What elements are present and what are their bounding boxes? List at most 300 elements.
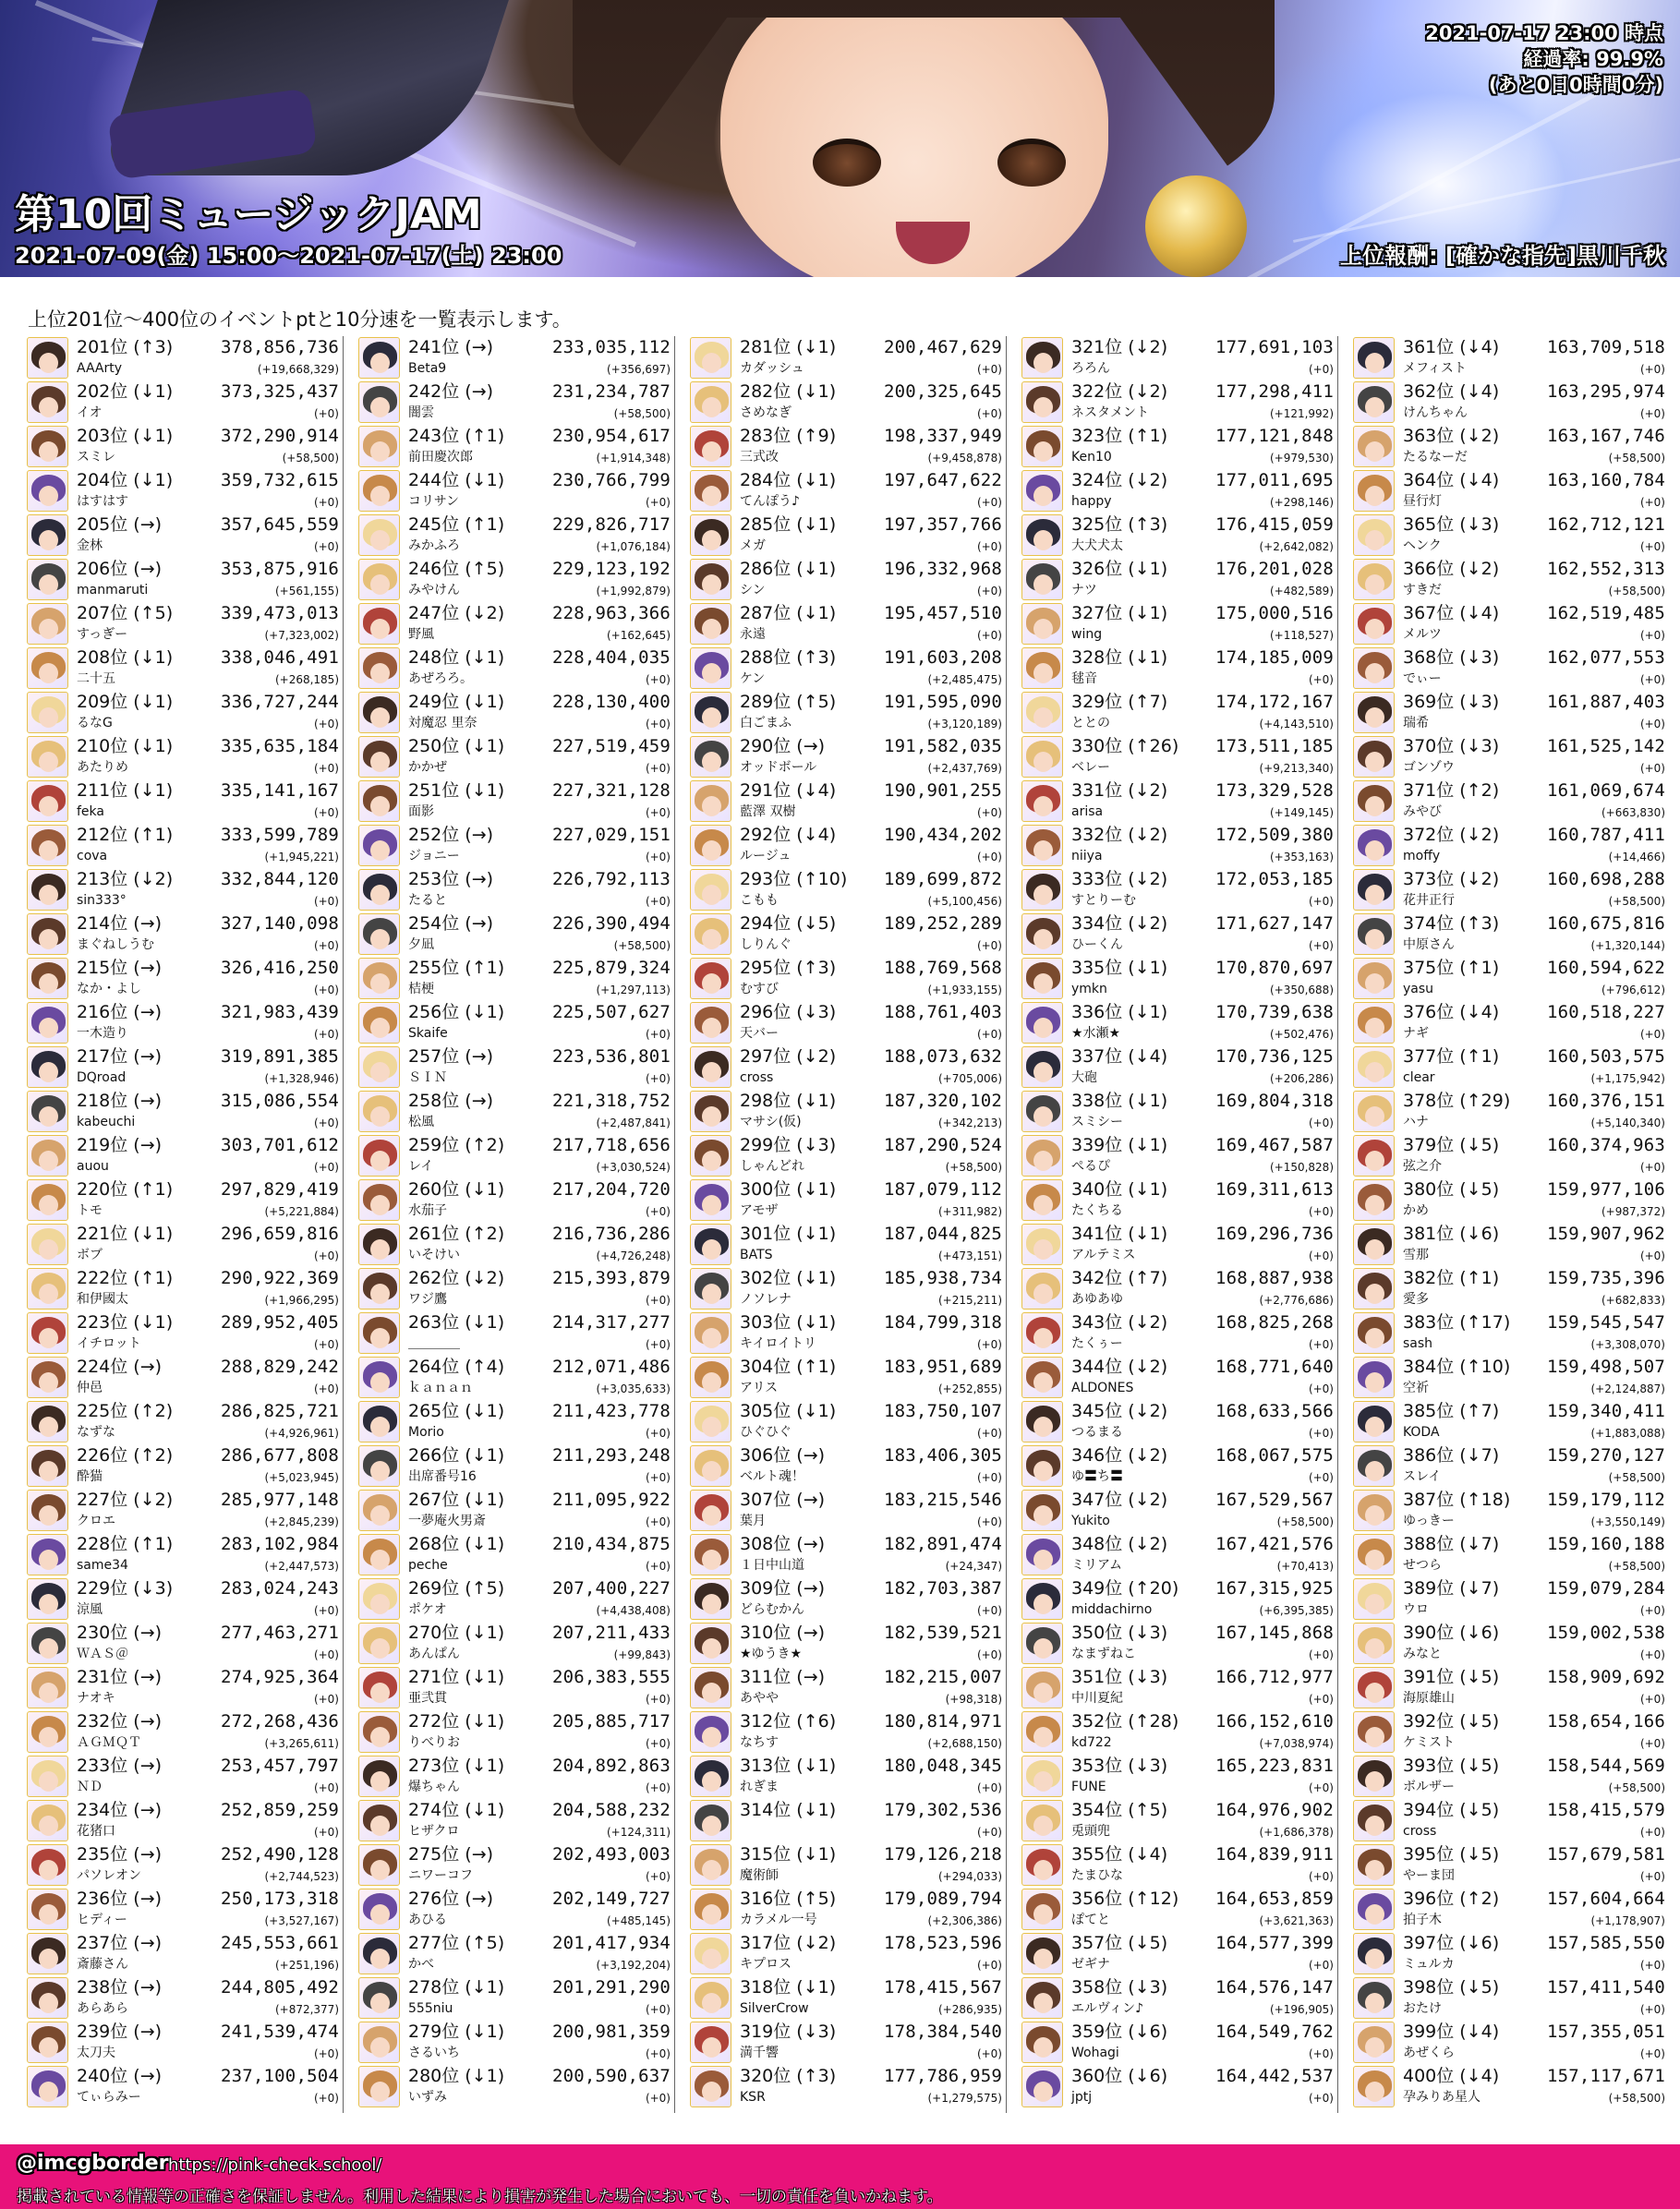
rank-label: 227位 (↓2) (77, 1490, 174, 1510)
event-points: 289,952,405 (220, 1312, 339, 1333)
event-points: 168,067,575 (1215, 1445, 1334, 1466)
player-name: ベレー (1071, 760, 1110, 775)
rank-label: 290位 (→) (740, 736, 826, 756)
event-points: 288,829,242 (220, 1357, 339, 1377)
event-points: 174,185,009 (1215, 647, 1334, 668)
player-name: レイ (408, 1159, 434, 1174)
player-name: KODA (1403, 1425, 1440, 1440)
idol-portrait-icon (358, 869, 400, 911)
player-name: ゼギナ (1071, 1957, 1110, 1972)
player-name: 弦之介 (1403, 1159, 1442, 1174)
ten-minute-speed: (+7,323,002) (264, 629, 339, 642)
ten-minute-speed: (+0) (313, 1604, 339, 1617)
event-points: 160,698,288 (1546, 869, 1665, 889)
event-points: 210,434,875 (551, 1534, 671, 1554)
idol-portrait-icon (27, 1756, 68, 1797)
ranking-row (358, 735, 671, 779)
event-points: 173,329,528 (1215, 780, 1334, 801)
ranking-row (27, 779, 339, 824)
rank-label: 348位 (↓2) (1071, 1534, 1168, 1554)
player-name: ノソレナ (740, 1292, 792, 1307)
ranking-row (1353, 735, 1665, 779)
player-name: たくちる (1071, 1203, 1123, 1218)
idol-portrait-icon (27, 514, 68, 556)
player-name: なまずねこ (1071, 1647, 1136, 1661)
player-name: 藍澤 双樹 (740, 804, 796, 819)
rank-label: 292位 (↓4) (740, 825, 837, 845)
rank-label: 307位 (→) (740, 1490, 826, 1510)
rank-label: 216位 (→) (77, 1002, 163, 1022)
idol-portrait-icon (690, 559, 731, 600)
ten-minute-speed: (+0) (645, 1471, 671, 1484)
idol-portrait-icon (27, 1091, 68, 1132)
player-name: カダッシュ (740, 361, 804, 376)
ranking-row (27, 380, 339, 425)
ten-minute-speed: (+0) (1308, 1959, 1334, 1972)
idol-portrait-icon (1353, 736, 1395, 778)
site-link[interactable]: https://pink-check.school/ (168, 2155, 382, 2175)
idol-portrait-icon (27, 1800, 68, 1841)
status-box (1425, 20, 1663, 98)
rank-label: 272位 (↓1) (408, 1711, 505, 1732)
rank-label: 286位 (↓1) (740, 559, 837, 579)
ranking-row (1353, 646, 1665, 691)
rank-label: 330位 (↑26) (1071, 736, 1179, 756)
ten-minute-speed: (+124,311) (606, 1826, 671, 1839)
event-points: 182,891,474 (883, 1534, 1002, 1554)
ranking-column (690, 336, 1004, 2113)
event-points: 338,046,491 (220, 647, 339, 668)
ten-minute-speed: (+1,320,144) (1590, 939, 1665, 952)
idol-portrait-icon (27, 1534, 68, 1575)
player-name: むすび (740, 982, 779, 996)
rank-label: 242位 (→) (408, 381, 494, 402)
idol-portrait-icon (1353, 1534, 1395, 1575)
player-name: 毬音 (1071, 671, 1097, 686)
player-name: ＷＡＳ＠ (77, 1647, 128, 1661)
player-name: ルージュ (740, 849, 792, 863)
top-reward: 上位報酬: [確かな指先]黒川千秋 (1340, 243, 1665, 269)
ten-minute-speed: (+0) (645, 1737, 671, 1750)
ranking-row (1353, 1134, 1665, 1178)
rank-label: 212位 (↑1) (77, 825, 174, 845)
idol-portrait-icon (27, 1889, 68, 1930)
event-points: 332,844,120 (220, 869, 339, 889)
rank-label: 245位 (↑1) (408, 514, 505, 535)
player-name: けんちゃん (1403, 405, 1468, 420)
idol-portrait-icon (1353, 1224, 1395, 1265)
idol-portrait-icon (27, 1135, 68, 1177)
player-name: ワジ鷹 (408, 1292, 447, 1307)
rank-label: 285位 (↓1) (740, 514, 837, 535)
column-divider (343, 336, 344, 2113)
event-points: 178,523,596 (883, 1933, 1002, 1953)
event-points: 162,552,313 (1546, 559, 1665, 579)
rank-label: 331位 (↓2) (1071, 780, 1168, 801)
idol-portrait-icon (358, 780, 400, 822)
ranking-row (1021, 1755, 1334, 1799)
idol-portrait-icon (27, 1667, 68, 1708)
event-points: 359,732,615 (220, 470, 339, 490)
event-points: 160,675,816 (1546, 913, 1665, 934)
player-name: 闇雲 (408, 405, 434, 420)
event-points: 187,079,112 (883, 1179, 1002, 1200)
rank-label: 281位 (↓1) (740, 337, 837, 357)
player-name: ナオキ (77, 1691, 115, 1706)
ranking-row (690, 2065, 1002, 2109)
player-name: 満千響 (740, 2046, 779, 2060)
player-name: どらむかん (740, 1602, 804, 1617)
player-name: 大犬犬太 (1071, 538, 1123, 553)
ten-minute-speed: (+0) (976, 363, 1002, 376)
idol-portrait-icon (1021, 825, 1063, 866)
ranking-row (358, 957, 671, 1001)
event-points: 201,417,934 (551, 1933, 671, 1953)
ranking-row (27, 558, 339, 602)
player-name: みやけん (408, 583, 460, 598)
ranking-row (27, 1489, 339, 1533)
idol-portrait-icon (27, 1623, 68, 1664)
player-name: かめ (1403, 1203, 1429, 1218)
rank-label: 389位 (↓7) (1403, 1578, 1500, 1599)
rank-label: 345位 (↓2) (1071, 1401, 1168, 1421)
ranking-row (27, 1533, 339, 1577)
ranking-row (358, 1001, 671, 1045)
ten-minute-speed: (+9,458,878) (927, 452, 1002, 465)
event-points: 217,204,720 (551, 1179, 671, 1200)
player-name: アルテミス (1071, 1248, 1136, 1262)
ranking-row (690, 957, 1002, 1001)
ten-minute-speed: (+356,697) (606, 363, 671, 376)
event-points: 227,519,459 (551, 736, 671, 756)
player-name: あぜくら (1403, 2046, 1455, 2060)
rank-label: 289位 (↑5) (740, 692, 837, 712)
idol-portrait-icon (27, 1578, 68, 1620)
ranking-row (1021, 1090, 1334, 1134)
idol-portrait-icon (27, 1711, 68, 1753)
ten-minute-speed: (+0) (1639, 2047, 1665, 2060)
rank-label: 305位 (↓1) (740, 1401, 837, 1421)
ranking-row (690, 824, 1002, 868)
idol-portrait-icon (690, 825, 731, 866)
event-points: 229,123,192 (551, 559, 671, 579)
event-points: 272,268,436 (220, 1711, 339, 1732)
ranking-row (1021, 1843, 1334, 1888)
idol-portrait-icon (27, 1268, 68, 1310)
idol-portrait-icon (27, 1224, 68, 1265)
ten-minute-speed: (+0) (313, 1382, 339, 1395)
ten-minute-speed: (+561,155) (274, 585, 339, 598)
ten-minute-speed: (+0) (1639, 1249, 1665, 1262)
player-name: さめなぎ (740, 405, 792, 420)
player-name: moffy (1403, 849, 1441, 863)
ten-minute-speed: (+0) (313, 1338, 339, 1351)
rank-label: 218位 (→) (77, 1091, 163, 1111)
ranking-row (690, 1356, 1002, 1400)
player-name: 水茄子 (408, 1203, 447, 1218)
idol-portrait-icon (690, 1667, 731, 1708)
idol-portrait-icon (358, 736, 400, 778)
ranking-row (1021, 1666, 1334, 1710)
player-name: はすはす (77, 494, 128, 509)
player-name: Beta9 (408, 361, 447, 376)
player-name: ヒディー (77, 1913, 127, 1927)
idol-portrait-icon (690, 337, 731, 379)
rank-label: 288位 (↑3) (740, 647, 837, 668)
rank-label: 392位 (↓5) (1403, 1711, 1500, 1732)
event-points: 335,635,184 (220, 736, 339, 756)
ten-minute-speed: (+3,192,204) (596, 1959, 671, 1972)
player-name: キプロス (740, 1957, 792, 1972)
ranking-row (1021, 1888, 1334, 1932)
event-points: 162,077,553 (1546, 647, 1665, 668)
player-name: ととの (1071, 716, 1110, 730)
ten-minute-speed: (+663,830) (1601, 806, 1665, 819)
rank-label: 371位 (↑2) (1403, 780, 1500, 801)
player-name: あひる (408, 1913, 447, 1927)
event-points: 182,703,387 (883, 1578, 1002, 1599)
rank-label: 381位 (↓6) (1403, 1224, 1500, 1244)
idol-portrait-icon (358, 337, 400, 379)
ranking-row (690, 602, 1002, 646)
rank-label: 224位 (→) (77, 1357, 163, 1377)
ten-minute-speed: (+3,265,611) (264, 1737, 339, 1750)
ranking-row (1021, 1976, 1334, 2021)
ten-minute-speed: (+2,485,475) (927, 673, 1002, 686)
ten-minute-speed: (+251,196) (274, 1959, 339, 1972)
idol-portrait-icon (358, 1889, 400, 1930)
rank-label: 328位 (↓1) (1071, 647, 1168, 668)
idol-portrait-icon (690, 1445, 731, 1487)
ten-minute-speed: (+0) (1639, 363, 1665, 376)
event-points: 173,511,185 (1215, 736, 1334, 756)
rank-label: 300位 (↓1) (740, 1179, 837, 1200)
rank-label: 255位 (↑1) (408, 958, 505, 978)
ten-minute-speed: (+1,914,348) (596, 452, 671, 465)
idol-portrait-icon (1353, 1667, 1395, 1708)
idol-portrait-icon (1021, 913, 1063, 955)
rank-label: 215位 (→) (77, 958, 163, 978)
player-name: ハナ (1403, 1115, 1429, 1129)
rank-label: 284位 (↓1) (740, 470, 837, 490)
ranking-row (1021, 646, 1334, 691)
idol-portrait-icon (1353, 1889, 1395, 1930)
idol-portrait-icon (1021, 514, 1063, 556)
ranking-row (1021, 336, 1334, 380)
ranking-row (1353, 1223, 1665, 1267)
player-name: ymkn (1071, 982, 1107, 996)
event-points: 177,691,103 (1215, 337, 1334, 357)
ten-minute-speed: (+252,855) (937, 1382, 1002, 1395)
column-divider (1337, 336, 1338, 2113)
ranking-row (358, 779, 671, 824)
ten-minute-speed: (+0) (976, 585, 1002, 598)
idol-portrait-icon (1353, 381, 1395, 423)
event-points: 174,172,167 (1215, 692, 1334, 712)
ranking-row (1353, 824, 1665, 868)
rank-label: 264位 (↑4) (408, 1357, 505, 1377)
event-points: 183,750,107 (883, 1401, 1002, 1421)
rank-label: 283位 (↑9) (740, 426, 837, 446)
ten-minute-speed: (+0) (1308, 2092, 1334, 2105)
rank-label: 375位 (↑1) (1403, 958, 1500, 978)
rank-label: 279位 (↓1) (408, 2022, 505, 2042)
ranking-row (1021, 2065, 1334, 2109)
rank-label: 225位 (↑2) (77, 1401, 174, 1421)
ten-minute-speed: (+0) (1308, 895, 1334, 908)
player-name: ろろん (1071, 361, 1110, 376)
idol-portrait-icon (690, 1800, 731, 1841)
ten-minute-speed: (+350,688) (1269, 984, 1334, 996)
player-name: kd722 (1071, 1735, 1112, 1750)
player-name: すきだ (1403, 583, 1442, 598)
ranking-row (690, 1400, 1002, 1444)
twitter-handle[interactable]: @imcgborder (17, 2152, 169, 2175)
event-points: 202,493,003 (551, 1844, 671, 1865)
ranking-row (27, 1710, 339, 1755)
rank-label: 363位 (↓2) (1403, 426, 1500, 446)
idol-portrait-icon (1353, 1490, 1395, 1531)
ten-minute-speed: (+0) (1308, 1382, 1334, 1395)
ten-minute-speed: (+0) (313, 939, 339, 952)
player-name: 魔術師 (740, 1868, 779, 1883)
idol-portrait-icon (690, 1401, 731, 1442)
ranking-row (27, 1755, 339, 1799)
rank-label: 228位 (↑1) (77, 1534, 174, 1554)
rank-label: 256位 (↓1) (408, 1002, 505, 1022)
player-name: BATS (740, 1248, 773, 1262)
player-name: てぃらみー (77, 2090, 141, 2105)
event-points: 285,977,148 (220, 1490, 339, 1510)
rank-label: 344位 (↓2) (1071, 1357, 1168, 1377)
player-name: トモ (77, 1203, 103, 1218)
event-points: 162,519,485 (1546, 603, 1665, 623)
event-points: 176,201,028 (1215, 559, 1334, 579)
event-points: 233,035,112 (551, 337, 671, 357)
ranking-row (690, 1090, 1002, 1134)
ten-minute-speed: (+9,213,340) (1259, 762, 1334, 775)
player-name: Skaife (408, 1026, 448, 1041)
ranking-row (27, 1134, 339, 1178)
ranking-row (358, 1888, 671, 1932)
ten-minute-speed: (+0) (645, 2003, 671, 2016)
ranking-row (690, 1444, 1002, 1489)
event-points: 183,951,689 (883, 1357, 1002, 1377)
rank-label: 265位 (↓1) (408, 1401, 505, 1421)
idol-portrait-icon (1021, 1445, 1063, 1487)
ranking-row (690, 1843, 1002, 1888)
event-points: 274,925,364 (220, 1667, 339, 1687)
rank-label: 274位 (↓1) (408, 1800, 505, 1820)
ten-minute-speed: (+0) (1639, 1959, 1665, 1972)
rank-label: 250位 (↓1) (408, 736, 505, 756)
player-name: かかぜ (408, 760, 447, 775)
ranking-row (1353, 1400, 1665, 1444)
player-name: ｋａｎａｎ (408, 1381, 473, 1395)
player-name: 和伊國太 (77, 1292, 128, 1307)
player-name: すっぎー (77, 627, 128, 642)
ten-minute-speed: (+2,447,573) (264, 1560, 339, 1573)
idol-portrait-icon (1353, 514, 1395, 556)
ten-minute-speed: (+0) (976, 629, 1002, 642)
ten-minute-speed: (+58,500) (1608, 1781, 1665, 1794)
ranking-row (358, 1932, 671, 1976)
ten-minute-speed: (+0) (313, 1826, 339, 1839)
ranking-row (1021, 1622, 1334, 1666)
ten-minute-speed: (+0) (976, 1826, 1002, 1839)
ten-minute-speed: (+0) (1639, 1870, 1665, 1883)
idol-portrait-icon (1353, 2066, 1395, 2107)
idol-portrait-icon (1353, 1445, 1395, 1487)
ten-minute-speed: (+0) (313, 540, 339, 553)
ten-minute-speed: (+58,500) (1608, 2092, 1665, 2105)
idol-portrait-icon (1353, 958, 1395, 999)
ranking-row (690, 425, 1002, 469)
event-title: 第10回ミュージックJAM (15, 191, 482, 238)
event-points: 164,976,902 (1215, 1800, 1334, 1820)
ranking-row (690, 336, 1002, 380)
ten-minute-speed: (+2,124,887) (1590, 1382, 1665, 1395)
rank-label: 357位 (↓5) (1071, 1933, 1168, 1953)
idol-portrait-icon (1353, 869, 1395, 911)
ten-minute-speed: (+2,642,082) (1259, 540, 1334, 553)
player-name: あたりめ (77, 760, 128, 775)
player-name: スミシー (1071, 1115, 1123, 1129)
ten-minute-speed: (+162,645) (606, 629, 671, 642)
idol-portrait-icon (27, 780, 68, 822)
event-points: 169,804,318 (1215, 1091, 1334, 1111)
event-points: 177,121,848 (1215, 426, 1334, 446)
ten-minute-speed: (+0) (1308, 1648, 1334, 1661)
ranking-row (1353, 779, 1665, 824)
idol-portrait-icon (1021, 1224, 1063, 1265)
rank-label: 303位 (↓1) (740, 1312, 837, 1333)
rank-label: 253位 (→) (408, 869, 494, 889)
player-name: 愛多 (1403, 1292, 1429, 1307)
rank-label: 237位 (→) (77, 1933, 163, 1953)
ranking-row (27, 1356, 339, 1400)
ranking-row (1021, 1577, 1334, 1622)
ranking-row (27, 1045, 339, 1090)
idol-portrait-icon (358, 514, 400, 556)
ranking-row (690, 469, 1002, 513)
idol-portrait-icon (27, 1490, 68, 1531)
footer (0, 2144, 1680, 2209)
rank-label: 213位 (↓2) (77, 869, 174, 889)
ranking-row (27, 1577, 339, 1622)
event-points: 176,415,059 (1215, 514, 1334, 535)
player-name: sin333° (77, 893, 127, 908)
event-points: 167,529,567 (1215, 1490, 1334, 1510)
rank-label: 366位 (↓2) (1403, 559, 1500, 579)
event-points: 245,553,661 (220, 1933, 339, 1953)
event-points: 229,826,717 (551, 514, 671, 535)
event-points: 214,317,277 (551, 1312, 671, 1333)
ranking-row (358, 1710, 671, 1755)
ten-minute-speed: (+0) (313, 762, 339, 775)
player-name: 永遠 (740, 627, 766, 642)
ten-minute-speed: (+4,926,961) (264, 1427, 339, 1440)
rank-label: 302位 (↓1) (740, 1268, 837, 1288)
event-points: 177,011,695 (1215, 470, 1334, 490)
ten-minute-speed: (+342,213) (937, 1117, 1002, 1129)
rank-label: 267位 (↓1) (408, 1490, 505, 1510)
ranking-row (1021, 1267, 1334, 1311)
rank-label: 351位 (↓3) (1071, 1667, 1168, 1687)
rank-label: 383位 (↑17) (1403, 1312, 1511, 1333)
rank-label: 315位 (↓1) (740, 1844, 837, 1865)
rank-label: 239位 (→) (77, 2022, 163, 2042)
